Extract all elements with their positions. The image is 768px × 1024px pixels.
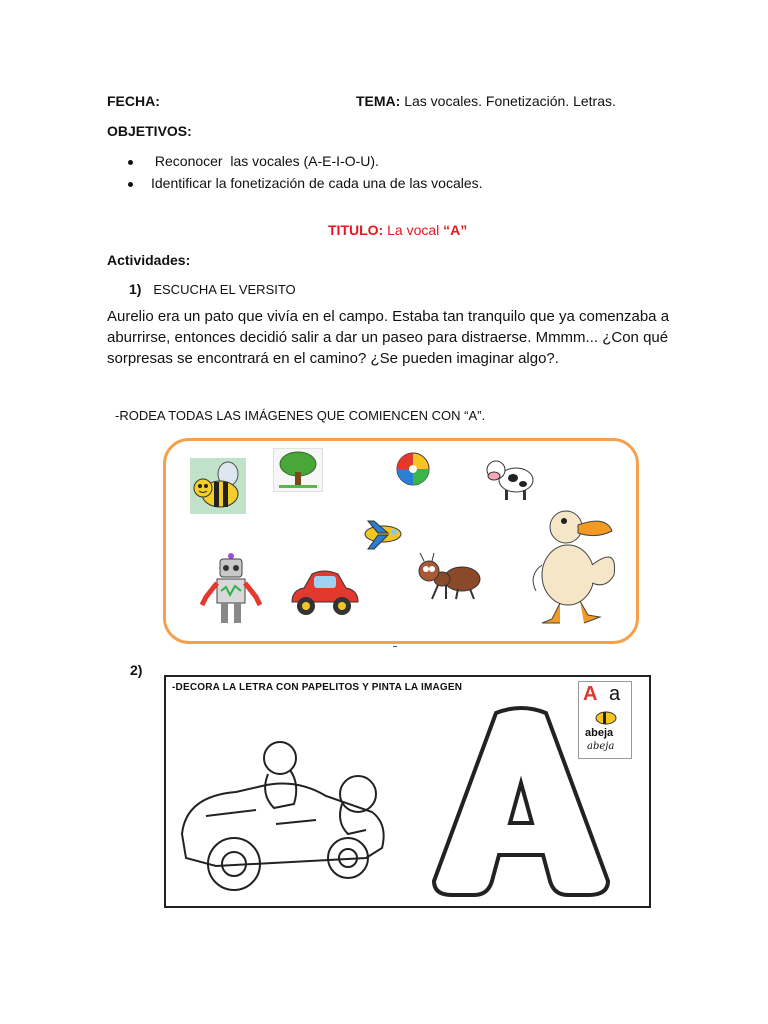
bullet-icon [128, 182, 133, 187]
ant-icon [416, 551, 484, 603]
tema-line [356, 93, 616, 109]
story-paragraph [107, 306, 707, 369]
tema-value: Las vocales. Fonetización. Letras. [404, 93, 616, 109]
story-line: sorpresas se encontrará en el camino? ¿Se pueden imaginar algo?. [107, 350, 559, 367]
divider-dot [393, 646, 397, 647]
decora-instruction: -DECORA LA LETRA CON PAPELITOS Y PINTA LA IMAGEN [172, 682, 463, 693]
activity-2-number: 2) [130, 662, 143, 678]
tema-label: TEMA: [356, 93, 401, 109]
fecha-label: FECHA: [107, 93, 160, 109]
robot-icon [200, 553, 262, 629]
objetivo-item: Identificar la fonetización de cada una de las vocales. [128, 175, 548, 197]
objetivos-label: OBJETIVOS: [107, 123, 192, 139]
objetivos-list [128, 153, 548, 197]
story-line: aburrirse, entonces decidió salir a dar un paseo para distraerse. Mmmm... ¿Con qué [107, 329, 669, 346]
story-line: Aurelio era un pato que vivía en el campo. Estaba tan tranquilo que ya comenzaba a [107, 308, 670, 325]
titulo-label: TITULO: [328, 222, 384, 238]
badge-cursive: abeja [587, 741, 615, 752]
badge-word: abeja [585, 727, 614, 739]
activity-1-text: ESCUCHA EL VERSITO [153, 282, 296, 297]
activity-1-header [129, 281, 296, 297]
bullet-icon [128, 160, 133, 165]
badge-upper: A [583, 683, 598, 705]
duck-icon [526, 505, 620, 629]
car-icon [288, 566, 360, 618]
ball-icon [395, 451, 431, 487]
cartoon-car-coloring-icon [176, 734, 392, 900]
objetivo-item: Reconocer las vocales (A-E-I-O-U). [128, 153, 548, 175]
titulo-letter: “A” [443, 222, 468, 238]
actividades-label: Actividades: [107, 252, 191, 268]
activity-1-number: 1) [129, 281, 142, 297]
titulo-text: La vocal [383, 222, 444, 238]
tree-icon [273, 448, 323, 492]
letter-a-coloring-icon [430, 705, 615, 897]
bee-icon [190, 458, 246, 514]
cow-icon [483, 454, 537, 502]
airplane-icon [360, 513, 406, 555]
rodea-instruction: -RODEA TODAS LAS IMÁGENES QUE COMIENCEN CON “A”. [115, 408, 486, 423]
badge-lower: a [609, 683, 621, 705]
titulo-line [328, 222, 467, 238]
